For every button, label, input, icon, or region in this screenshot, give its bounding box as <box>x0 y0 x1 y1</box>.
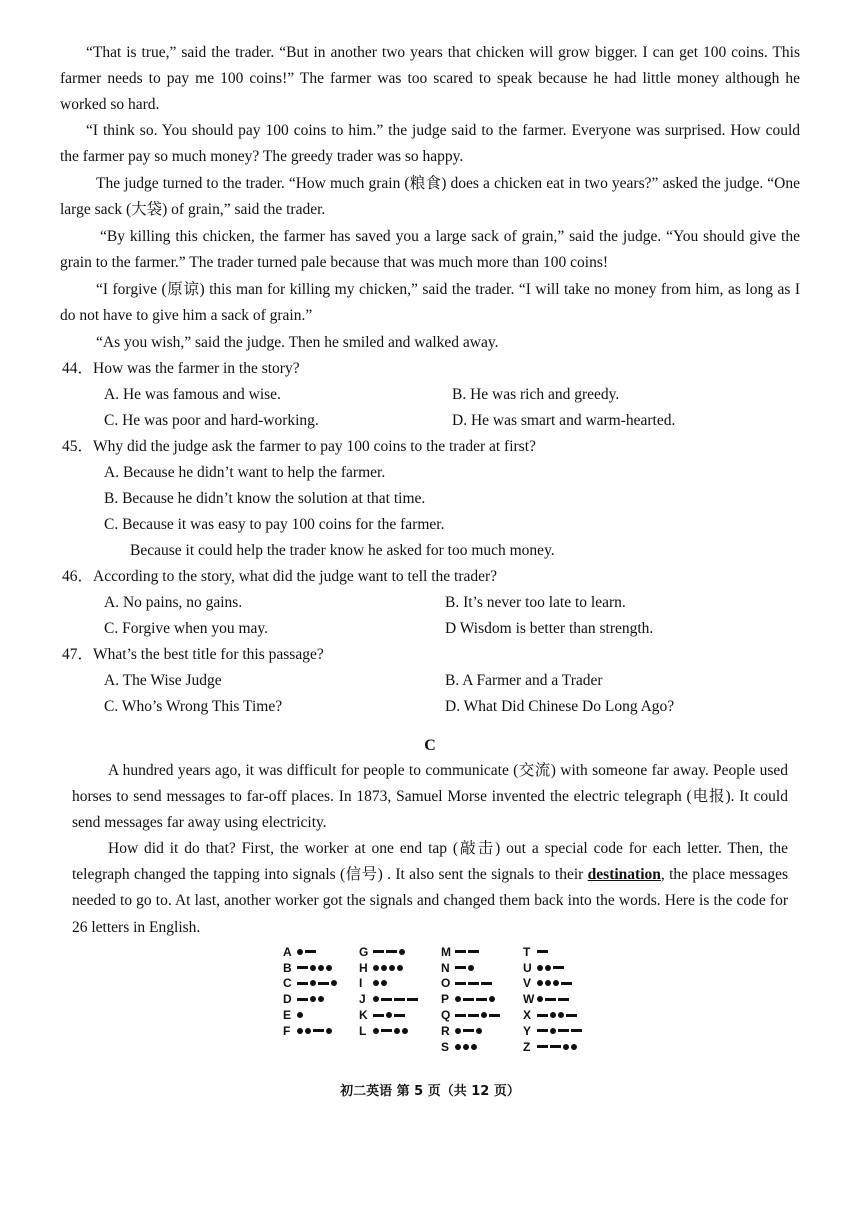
story-paragraph-2: “I think so. You should pay 100 coins to him.” the judge said to the farmer. Everyone was surprised. How could the farmer pay so much money? The greedy trader was so happy. <box>60 122 800 166</box>
destination-word: destination <box>587 866 661 884</box>
question-47-option-a: A. The Wise Judge <box>104 672 222 689</box>
morse-dot <box>310 965 316 971</box>
morse-dot <box>537 965 543 971</box>
morse-dash <box>455 1014 466 1017</box>
morse-dash <box>571 1029 582 1032</box>
morse-code-symbols <box>537 950 548 953</box>
question-47-stem: 47．What’s the best title for this passage? <box>62 646 324 663</box>
question-46-option-c: C. Forgive when you may. <box>104 620 269 637</box>
morse-entry-f <box>283 1023 337 1039</box>
section-c-paragraph-2-end: , the place messages needed to go to. At last, another worker got the signals and changed them back into the words. Here is the code for 26 letters in English. <box>72 866 788 936</box>
morse-code-symbols <box>373 949 405 955</box>
morse-dot <box>297 1012 303 1018</box>
morse-dot <box>563 1044 569 1050</box>
morse-letter: T <box>523 944 531 959</box>
morse-dash <box>318 982 329 985</box>
morse-dash <box>537 1014 548 1017</box>
morse-dash <box>537 950 548 953</box>
morse-letter: K <box>359 1008 368 1023</box>
morse-dot <box>481 1012 487 1018</box>
morse-dash <box>381 998 392 1001</box>
morse-code-symbols <box>297 1028 332 1034</box>
morse-entry-l <box>359 1023 418 1039</box>
morse-entry-v <box>523 976 582 992</box>
page-footer: 初二英语 第 5 页（共 12 页） <box>340 1084 520 1099</box>
morse-letter: Z <box>523 1039 531 1054</box>
morse-code-symbols <box>373 1028 408 1034</box>
morse-column <box>359 944 418 1039</box>
morse-dot <box>373 1028 379 1034</box>
morse-entry-o <box>441 976 500 992</box>
morse-letter: R <box>441 1023 450 1038</box>
question-45-option-c: C. Because it was easy to pay 100 coins for the farmer. <box>104 516 445 533</box>
morse-dash <box>566 1014 577 1017</box>
question-45-option-a: A. Because he didn’t want to help the farmer. <box>104 464 386 481</box>
morse-code-symbols <box>373 996 418 1002</box>
morse-dot <box>310 980 316 986</box>
story-paragraph-6: “As you wish,” said the judge. Then he smiled and walked away. <box>96 334 499 351</box>
morse-entry-k <box>359 1007 418 1023</box>
morse-dot <box>399 949 405 955</box>
section-c-paragraph-2 <box>72 836 788 941</box>
morse-entry-z <box>523 1039 582 1055</box>
morse-dash <box>468 950 479 953</box>
morse-letter: D <box>283 992 292 1007</box>
morse-dot <box>394 1028 400 1034</box>
morse-dot <box>373 996 379 1002</box>
morse-letter: Y <box>523 1023 532 1038</box>
morse-dash <box>468 982 479 985</box>
morse-dot <box>318 996 324 1002</box>
morse-entry-t <box>523 944 582 960</box>
morse-letter: C <box>283 976 292 991</box>
morse-dash <box>386 950 397 953</box>
morse-dash <box>481 982 492 985</box>
morse-entry-w <box>523 991 582 1007</box>
morse-dash <box>313 1029 324 1032</box>
morse-letter: A <box>283 944 292 959</box>
morse-letter: V <box>523 976 532 991</box>
morse-dot <box>389 965 395 971</box>
morse-entry-h <box>359 960 418 976</box>
morse-entry-b <box>283 960 337 976</box>
morse-code-symbols <box>455 996 495 1002</box>
morse-column <box>523 944 582 1055</box>
morse-letter: U <box>523 960 532 975</box>
morse-dot <box>310 996 316 1002</box>
morse-entry-n <box>441 960 500 976</box>
question-46-option-b: B. It’s never too late to learn. <box>445 594 626 611</box>
question-46-option-a: A. No pains, no gains. <box>104 594 243 611</box>
morse-letter: E <box>283 1008 292 1023</box>
morse-letter: P <box>441 992 450 1007</box>
morse-dot <box>537 996 543 1002</box>
morse-entry-j <box>359 991 418 1007</box>
morse-dash <box>394 1014 405 1017</box>
morse-entry-i <box>359 976 418 992</box>
morse-dot <box>455 996 461 1002</box>
morse-dash <box>561 982 572 985</box>
morse-dot <box>558 1012 564 1018</box>
morse-dash <box>545 998 556 1001</box>
morse-dash <box>455 950 466 953</box>
section-c-paragraph-1: A hundred years ago, it was difficult for people to communicate (交流) with someone far away. People used horses to send messages to far-off places. In 1873, Samuel Morse invented the electric telegraph (电报). It could send messages far away using electricity. <box>72 762 788 832</box>
question-44-option-a: A. He was famous and wise. <box>104 386 281 403</box>
morse-dot <box>373 980 379 986</box>
morse-entry-y <box>523 1023 582 1039</box>
morse-dot <box>297 1028 303 1034</box>
morse-dash <box>476 998 487 1001</box>
morse-dot <box>381 980 387 986</box>
question-44-stem: 44．How was the farmer in the story? <box>62 360 300 377</box>
morse-dot <box>545 980 551 986</box>
morse-code-symbols <box>297 980 337 986</box>
morse-dash <box>550 1045 561 1048</box>
morse-dot <box>381 965 387 971</box>
morse-entry-e <box>283 1007 337 1023</box>
morse-entry-s <box>441 1039 500 1055</box>
morse-dash <box>537 1045 548 1048</box>
morse-dot <box>468 965 474 971</box>
morse-letter: I <box>359 976 363 991</box>
morse-dot <box>326 965 332 971</box>
morse-code-symbols <box>455 1012 500 1018</box>
morse-code-symbols <box>455 1044 477 1050</box>
morse-code-symbols <box>455 982 492 985</box>
morse-dash <box>455 966 466 969</box>
morse-dot <box>537 980 543 986</box>
morse-code-symbols <box>537 980 572 986</box>
morse-letter: N <box>441 960 450 975</box>
morse-code-symbols <box>373 980 387 986</box>
morse-dot <box>455 1028 461 1034</box>
morse-column <box>441 944 500 1055</box>
morse-letter: O <box>441 976 451 991</box>
morse-entry-m <box>441 944 500 960</box>
question-47-option-c: C. Who’s Wrong This Time? <box>104 698 283 715</box>
morse-dot <box>373 965 379 971</box>
question-46-stem: 46．According to the story, what did the judge want to tell the trader? <box>62 568 498 585</box>
morse-dash <box>373 1014 384 1017</box>
question-47-option-b: B. A Farmer and a Trader <box>445 672 603 689</box>
morse-code-symbols <box>297 1012 303 1018</box>
morse-dot <box>326 1028 332 1034</box>
morse-dot <box>471 1044 477 1050</box>
morse-entry-a <box>283 944 337 960</box>
morse-dot <box>305 1028 311 1034</box>
morse-dash <box>553 966 564 969</box>
morse-letter: X <box>523 1008 532 1023</box>
morse-code-symbols <box>537 1028 582 1034</box>
morse-code-symbols <box>455 950 479 953</box>
question-44-option-c: C. He was poor and hard-working. <box>104 412 319 429</box>
morse-dot <box>571 1044 577 1050</box>
morse-dot <box>402 1028 408 1034</box>
morse-letter: S <box>441 1039 450 1054</box>
morse-letter: G <box>359 944 369 959</box>
morse-code-symbols <box>297 949 316 955</box>
morse-entry-g <box>359 944 418 960</box>
morse-dash <box>297 998 308 1001</box>
morse-code-symbols <box>373 965 403 971</box>
morse-dot <box>550 1028 556 1034</box>
question-47-option-d: D. What Did Chinese Do Long Ago? <box>445 698 675 715</box>
morse-dash <box>381 1029 392 1032</box>
morse-dash <box>394 998 405 1001</box>
morse-dot <box>386 1012 392 1018</box>
morse-dot <box>318 965 324 971</box>
morse-letter: Q <box>441 1008 451 1023</box>
morse-letter: W <box>523 992 535 1007</box>
morse-code-symbols <box>297 965 332 971</box>
morse-code-symbols <box>455 1028 482 1034</box>
morse-dot <box>297 949 303 955</box>
morse-dash <box>455 982 466 985</box>
morse-code-symbols <box>537 1012 577 1018</box>
morse-dash <box>407 998 418 1001</box>
morse-dot <box>397 965 403 971</box>
morse-dash <box>463 1029 474 1032</box>
morse-dash <box>558 1029 569 1032</box>
morse-entry-r <box>441 1023 500 1039</box>
morse-dash <box>297 982 308 985</box>
morse-entry-d <box>283 991 337 1007</box>
morse-entry-x <box>523 1007 582 1023</box>
question-44-option-d: D. He was smart and warm-hearted. <box>452 412 676 429</box>
morse-code-symbols <box>455 965 474 971</box>
story-paragraph-5: “I forgive (原谅) this man for killing my chicken,” said the trader. “I will take no money from him, as long as I do not have to give him a sack of grain.” <box>60 281 800 325</box>
story-paragraph-3: The judge turned to the trader. “How much grain (粮食) does a chicken eat in two years?” asked the judge. “One large sack (大袋) of grain,” said the trader. <box>60 175 800 219</box>
morse-entry-c <box>283 976 337 992</box>
morse-letter: L <box>359 1023 367 1038</box>
question-44-option-b: B. He was rich and greedy. <box>452 386 620 403</box>
morse-entry-p <box>441 991 500 1007</box>
morse-letter: B <box>283 960 292 975</box>
morse-dash <box>297 966 308 969</box>
morse-code-symbols <box>537 965 564 971</box>
morse-dash <box>558 998 569 1001</box>
section-c-heading: C <box>424 737 436 754</box>
morse-dot <box>331 980 337 986</box>
section-c-paragraph-2-start: How did it do that? First, the worker at one end tap (敲击) out a special code for each letter. Then, the telegraph changed the tapping into signals (信号) . It also sent the signals to their <box>72 840 788 884</box>
morse-dot <box>550 1012 556 1018</box>
morse-code-symbols <box>537 996 569 1002</box>
question-45-option-d: Because it could help the trader know he asked for too much money. <box>130 542 555 559</box>
morse-dot <box>553 980 559 986</box>
morse-dash <box>373 950 384 953</box>
morse-dot <box>463 1044 469 1050</box>
morse-entry-q <box>441 1007 500 1023</box>
morse-dot <box>455 1044 461 1050</box>
morse-dot <box>489 996 495 1002</box>
morse-column <box>283 944 337 1039</box>
question-46-option-d: D Wisdom is better than strength. <box>445 620 654 637</box>
morse-dash <box>468 1014 479 1017</box>
morse-dot <box>545 965 551 971</box>
morse-dash <box>537 1029 548 1032</box>
morse-entry-u <box>523 960 582 976</box>
morse-code-table <box>283 944 603 1056</box>
morse-letter: M <box>441 944 451 959</box>
question-45-option-b: B. Because he didn’t know the solution at that time. <box>104 490 426 507</box>
morse-code-symbols <box>297 996 324 1002</box>
morse-letter: F <box>283 1023 291 1038</box>
morse-code-symbols <box>537 1044 577 1050</box>
morse-letter: J <box>359 992 366 1007</box>
story-paragraph-4: “By killing this chicken, the farmer has saved you a large sack of grain,” said the judge. “You should give the grain to the farmer.” The trader turned pale because that was much more than 100 coins! <box>60 228 800 272</box>
morse-dash <box>305 950 316 953</box>
morse-code-symbols <box>373 1012 405 1018</box>
morse-dot <box>476 1028 482 1034</box>
morse-letter: H <box>359 960 368 975</box>
story-paragraph-1: “That is true,” said the trader. “But in another two years that chicken will grow bigger. I can get 100 coins. This farmer needs to pay me 100 coins!” The farmer was too scared to speak because he had little money although he worked so hard. <box>60 44 800 114</box>
morse-dash <box>463 998 474 1001</box>
question-45-stem: 45．Why did the judge ask the farmer to pay 100 coins to the trader at first? <box>62 438 536 455</box>
morse-dash <box>489 1014 500 1017</box>
